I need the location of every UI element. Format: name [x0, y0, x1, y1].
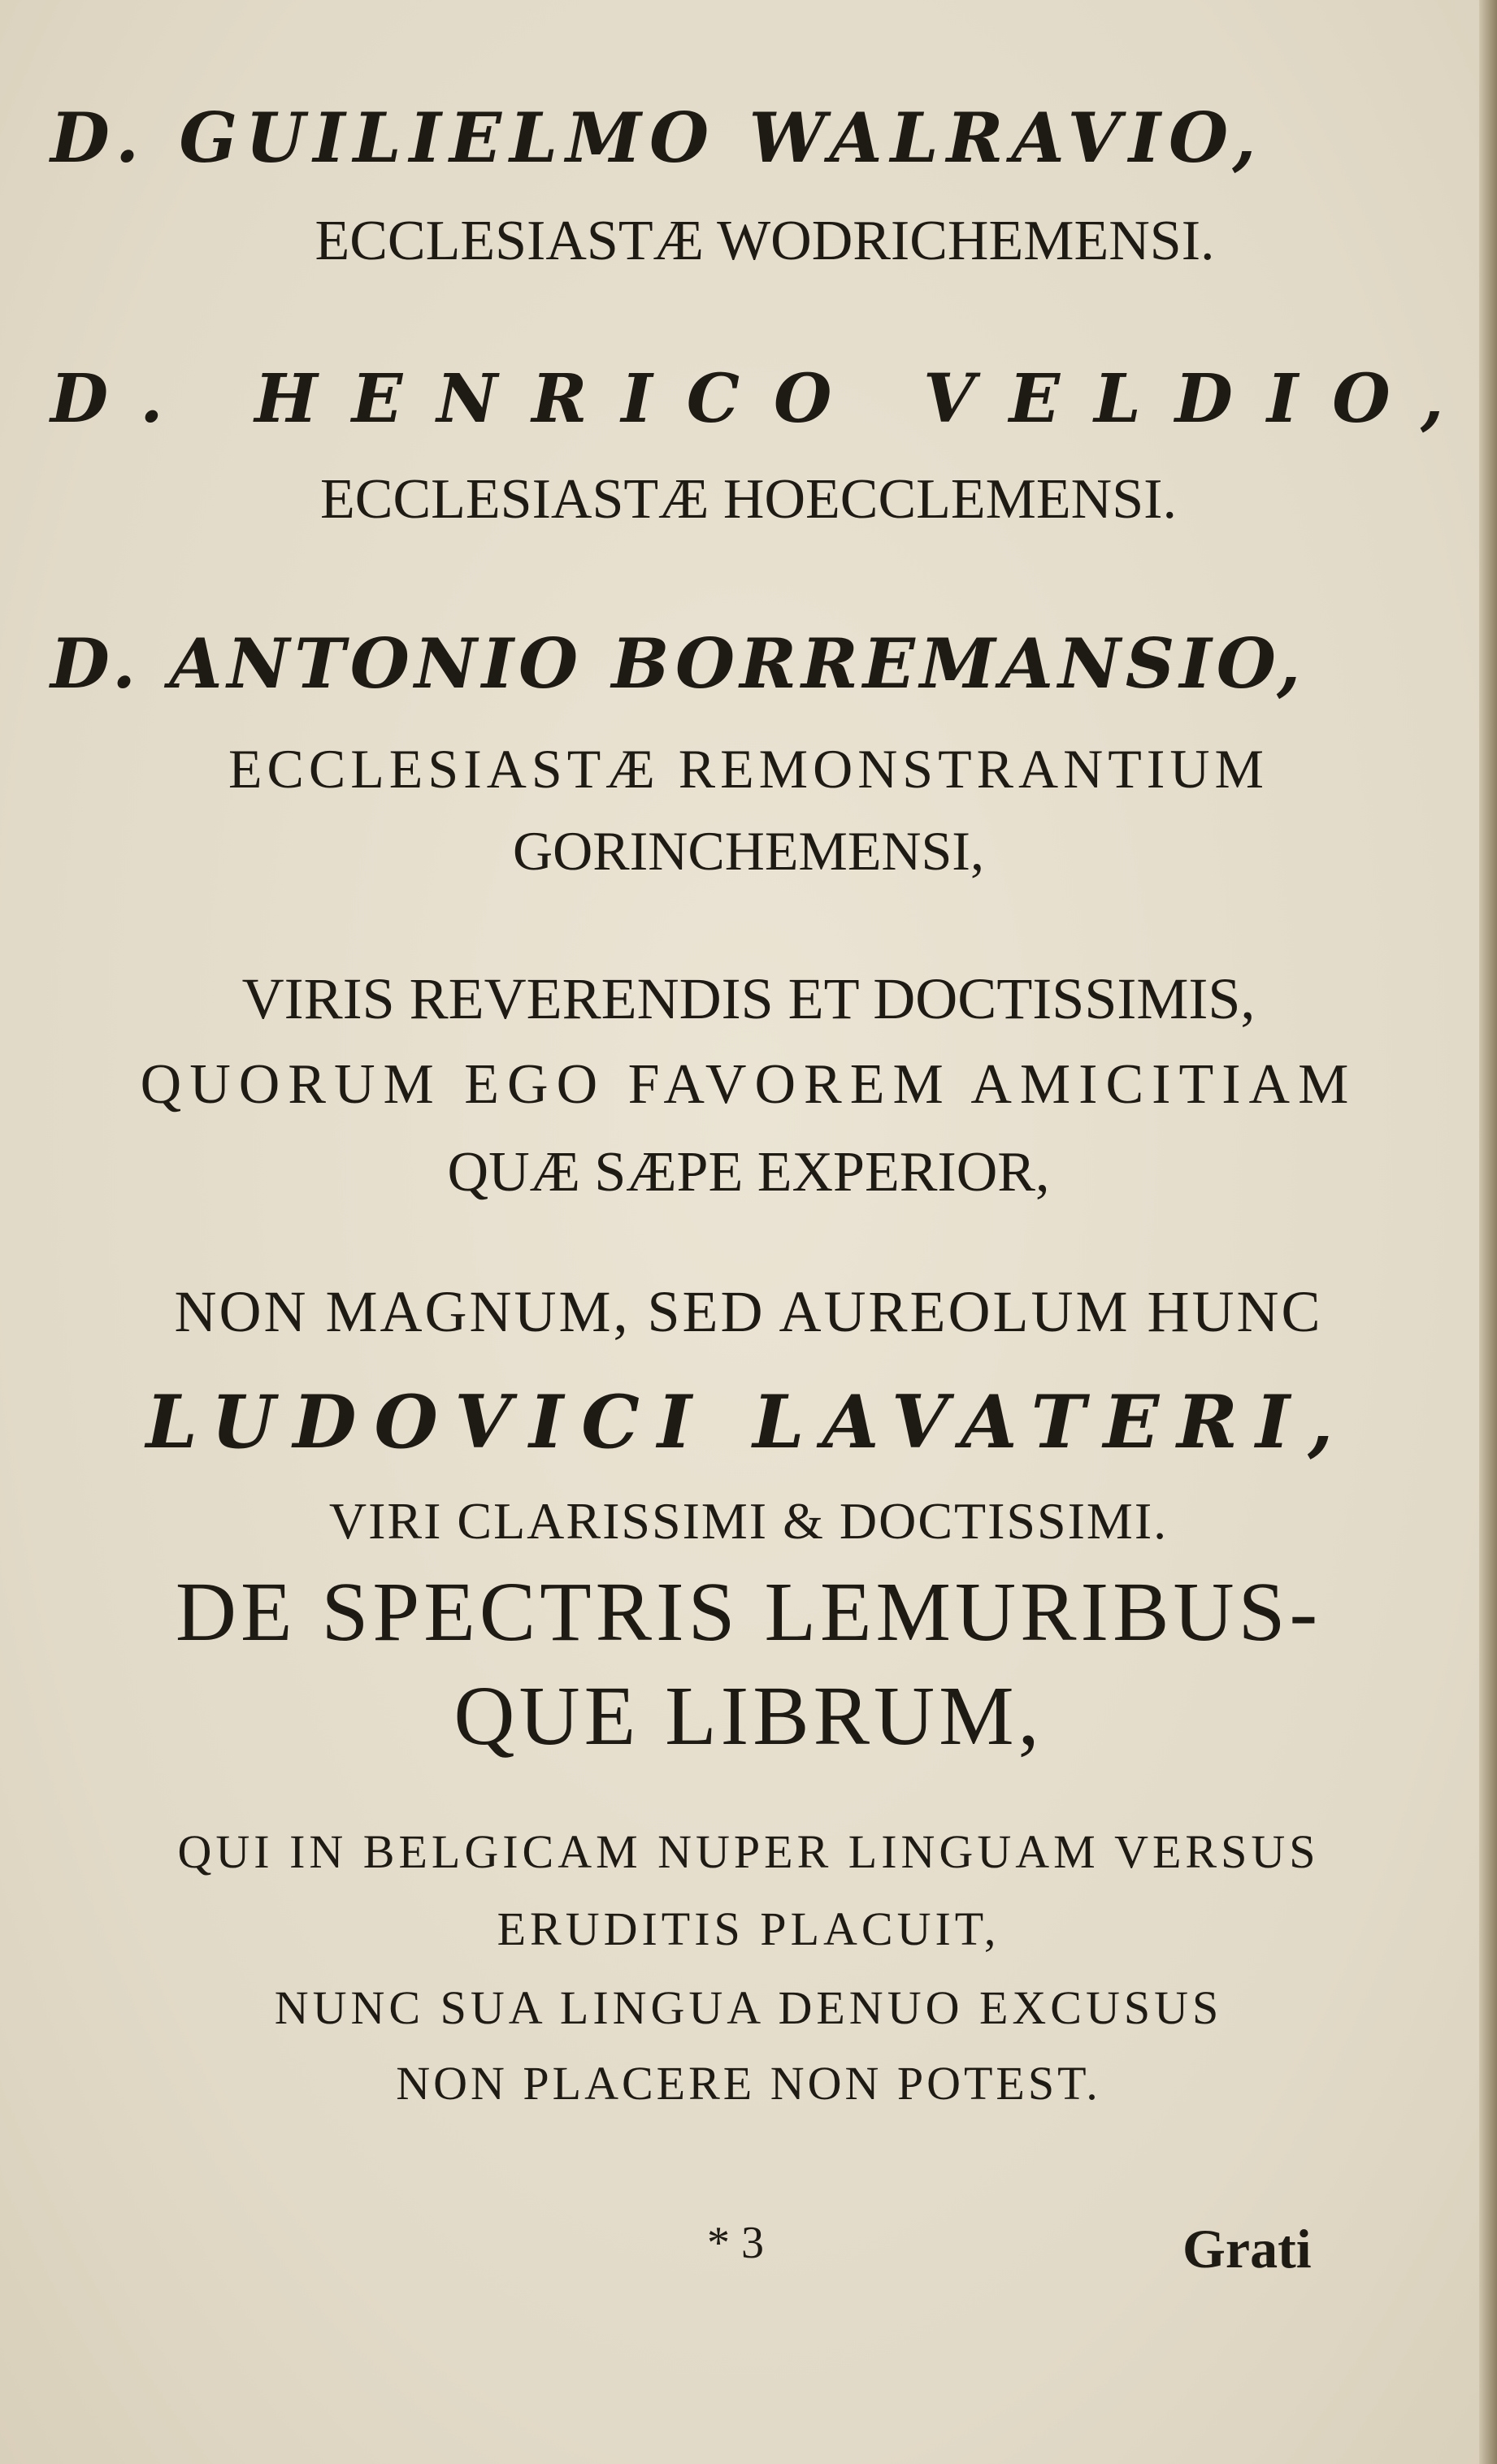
- dedicatee-borremansius-title: ECCLESIASTÆ REMONSTRANTIUM: [228, 738, 1269, 800]
- closing-line-1: QUI IN BELGICAM NUPER LINGUAM VERSUS: [177, 1825, 1320, 1878]
- book-line-1: NON MAGNUM, SED AUREOLUM HUNC: [174, 1279, 1323, 1344]
- dedicatee-borremansius: D. ANTONIO BORREMANSIO,: [50, 623, 1306, 704]
- dedicatee-veldius-title: ECCLESIASTÆ HOECCLEMENSI.: [320, 468, 1177, 531]
- book-author: LUDOVICI LAVATERI,: [145, 1379, 1352, 1465]
- address-line-3: QUÆ SÆPE EXPERIOR,: [447, 1141, 1050, 1204]
- book-title-1: DE SPECTRIS LEMURIBUS-: [175, 1565, 1322, 1659]
- closing-line-4: NON PLACERE NON POTEST.: [396, 2057, 1101, 2110]
- closing-line-2: ERUDITIS PLACUIT,: [497, 1902, 1000, 1955]
- catchword: Grati: [1182, 2218, 1312, 2280]
- dedicatee-walravius: D. GUILIELMO WALRAVIO,: [50, 98, 1265, 178]
- address-line-2: QUORUM EGO FAVOREM AMICITIAM: [140, 1053, 1357, 1116]
- signature-mark: * 3: [707, 2218, 764, 2268]
- address-line-1: VIRIS REVERENDIS ET DOCTISSIMIS,: [241, 966, 1256, 1031]
- dedicatee-walravius-title: ECCLESIASTÆ WODRICHEMENSI.: [315, 210, 1215, 272]
- closing-line-3: NUNC SUA LINGUA DENUO EXCUSUS: [274, 1981, 1223, 2034]
- dedicatee-veldius: D. HENRICO VELDIO,: [50, 360, 1478, 438]
- book-title-2: QUE LIBRUM,: [453, 1669, 1044, 1763]
- dedicatee-borremansius-place: GORINCHEMENSI,: [513, 820, 984, 882]
- book-author-descriptor: VIRI CLARISSIMI & DOCTISSIMI.: [328, 1492, 1169, 1550]
